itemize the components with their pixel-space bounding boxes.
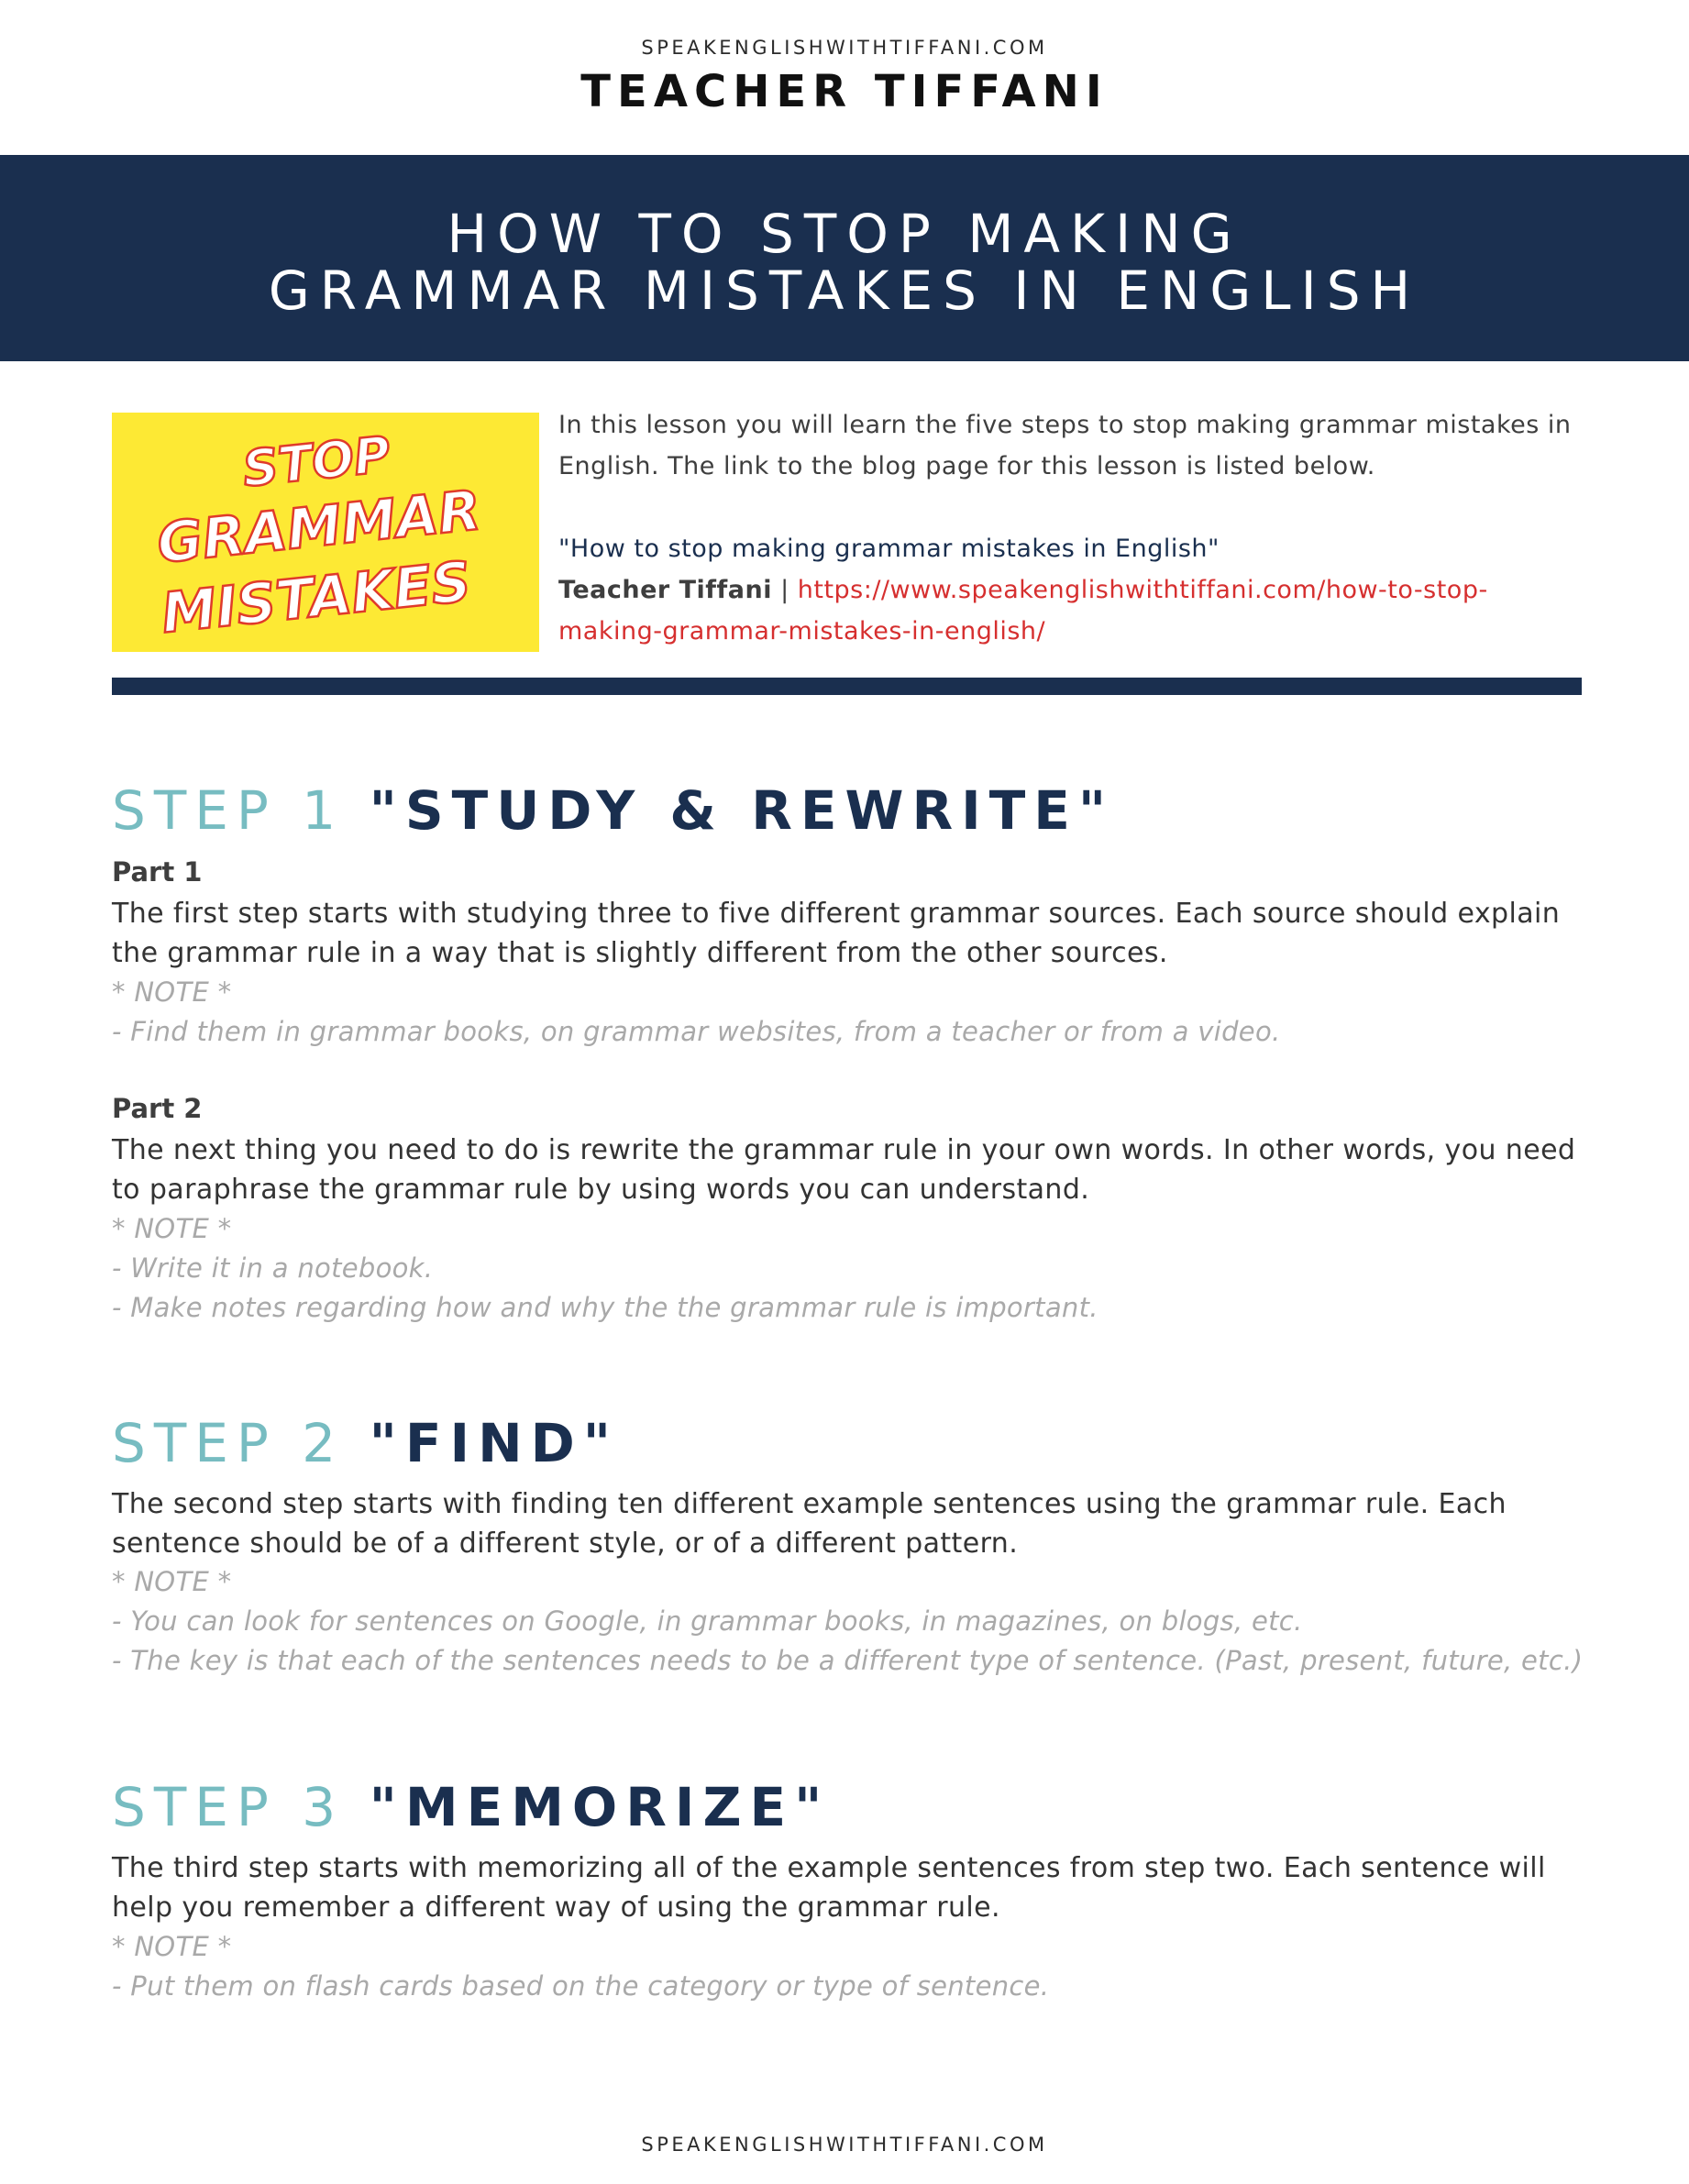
- note-label: * NOTE *: [112, 1566, 232, 1597]
- intro-block: [558, 404, 1585, 652]
- step-3-notes: [112, 1927, 1597, 2006]
- note-label: * NOTE *: [112, 976, 232, 1008]
- note-item: - Make notes regarding how and why the the grammar rule is important.: [112, 1292, 1098, 1323]
- step-1-part-1-label: Part 1: [112, 856, 203, 888]
- banner-title-line-1: HOW TO STOP MAKING: [447, 203, 1242, 265]
- step-1-heading: [112, 779, 1114, 842]
- title-banner: [0, 155, 1689, 361]
- step-3-heading: [112, 1776, 830, 1838]
- step-1-part-1-paragraph: The first step starts with studying three to five different grammar sources. Each source should explain the grammar rule in a way that is slightly different from the other sources.: [112, 898, 1561, 969]
- step-3-number: STEP 3: [112, 1776, 345, 1838]
- blog-link[interactable]: https://www.speakenglishwithtiffani.com/how-to-stop-making-grammar-mistakes-in-english/: [558, 576, 1488, 645]
- step-1-part-2-text: [112, 1131, 1597, 1209]
- step-1-part-2-label: Part 2: [112, 1093, 203, 1124]
- step-2-name: "FIND": [369, 1412, 619, 1474]
- note-item: - Find them in grammar books, on grammar websites, from a teacher or from a video.: [112, 1016, 1281, 1047]
- step-2-number: STEP 2: [112, 1412, 345, 1474]
- step-1-name: "STUDY & REWRITE": [369, 779, 1115, 842]
- step-1-part-2-notes: [112, 1209, 1597, 1328]
- brand-title: TEACHER TIFFANI: [580, 66, 1109, 117]
- thumbnail-line-2: GRAMMAR: [154, 478, 484, 577]
- note-item: - You can look for sentences on Google, in grammar books, in magazines, on blogs, etc.: [112, 1605, 1303, 1637]
- step-2-paragraph: The second step starts with finding ten different example sentences using the grammar rule. Each sentence should be of a different style, or of a different pattern.: [112, 1488, 1507, 1560]
- step-1-number: STEP 1: [112, 779, 345, 842]
- note-label: * NOTE *: [112, 1213, 232, 1244]
- step-2-text: [112, 1484, 1597, 1563]
- step-3-paragraph: The third step starts with memorizing all of the example sentences from step two. Each sentence will help you remember a different way of using the grammar rule.: [112, 1852, 1546, 1924]
- note-label: * NOTE *: [112, 1931, 232, 1962]
- banner-title-line-2: GRAMMAR MISTAKES IN ENGLISH: [268, 259, 1421, 322]
- author-separator: |: [771, 576, 798, 604]
- step-2-heading: [112, 1412, 619, 1474]
- site-url-footer: SPEAKENGLISHWITHTIFFANI.COM: [641, 2134, 1048, 2156]
- step-3-name: "MEMORIZE": [369, 1776, 831, 1838]
- step-1-part-1-notes: [112, 973, 1597, 1052]
- lesson-title-quote: "How to stop making grammar mistakes in English": [558, 535, 1220, 563]
- intro-text: In this lesson you will learn the five steps to stop making grammar mistakes in English. The link to the blog page for this lesson is listed below.: [558, 411, 1572, 480]
- site-url-header: SPEAKENGLISHWITHTIFFANI.COM: [641, 37, 1048, 59]
- thumbnail-line-1: STOP: [239, 425, 393, 499]
- note-item: - Write it in a notebook.: [112, 1252, 434, 1284]
- note-item: - The key is that each of the sentences needs to be a different type of sentence. (Past, present, future, etc.): [112, 1645, 1584, 1676]
- stop-grammar-mistakes-thumbnail: [112, 413, 539, 652]
- thumbnail-line-3: MISTAKES: [158, 549, 474, 646]
- step-1-part-1-text: [112, 894, 1597, 973]
- note-item: - Put them on flash cards based on the category or type of sentence.: [112, 1970, 1050, 2002]
- thumbnail-lettering-image: [112, 413, 539, 652]
- step-1-part-2-paragraph: The next thing you need to do is rewrite the grammar rule in your own words. In other words, you need to paraphrase the grammar rule by using words you can understand.: [112, 1134, 1576, 1206]
- step-3-text: [112, 1848, 1597, 1927]
- section-divider: [112, 678, 1582, 695]
- step-2-notes: [112, 1562, 1597, 1681]
- author-name: Teacher Tiffani: [558, 576, 772, 604]
